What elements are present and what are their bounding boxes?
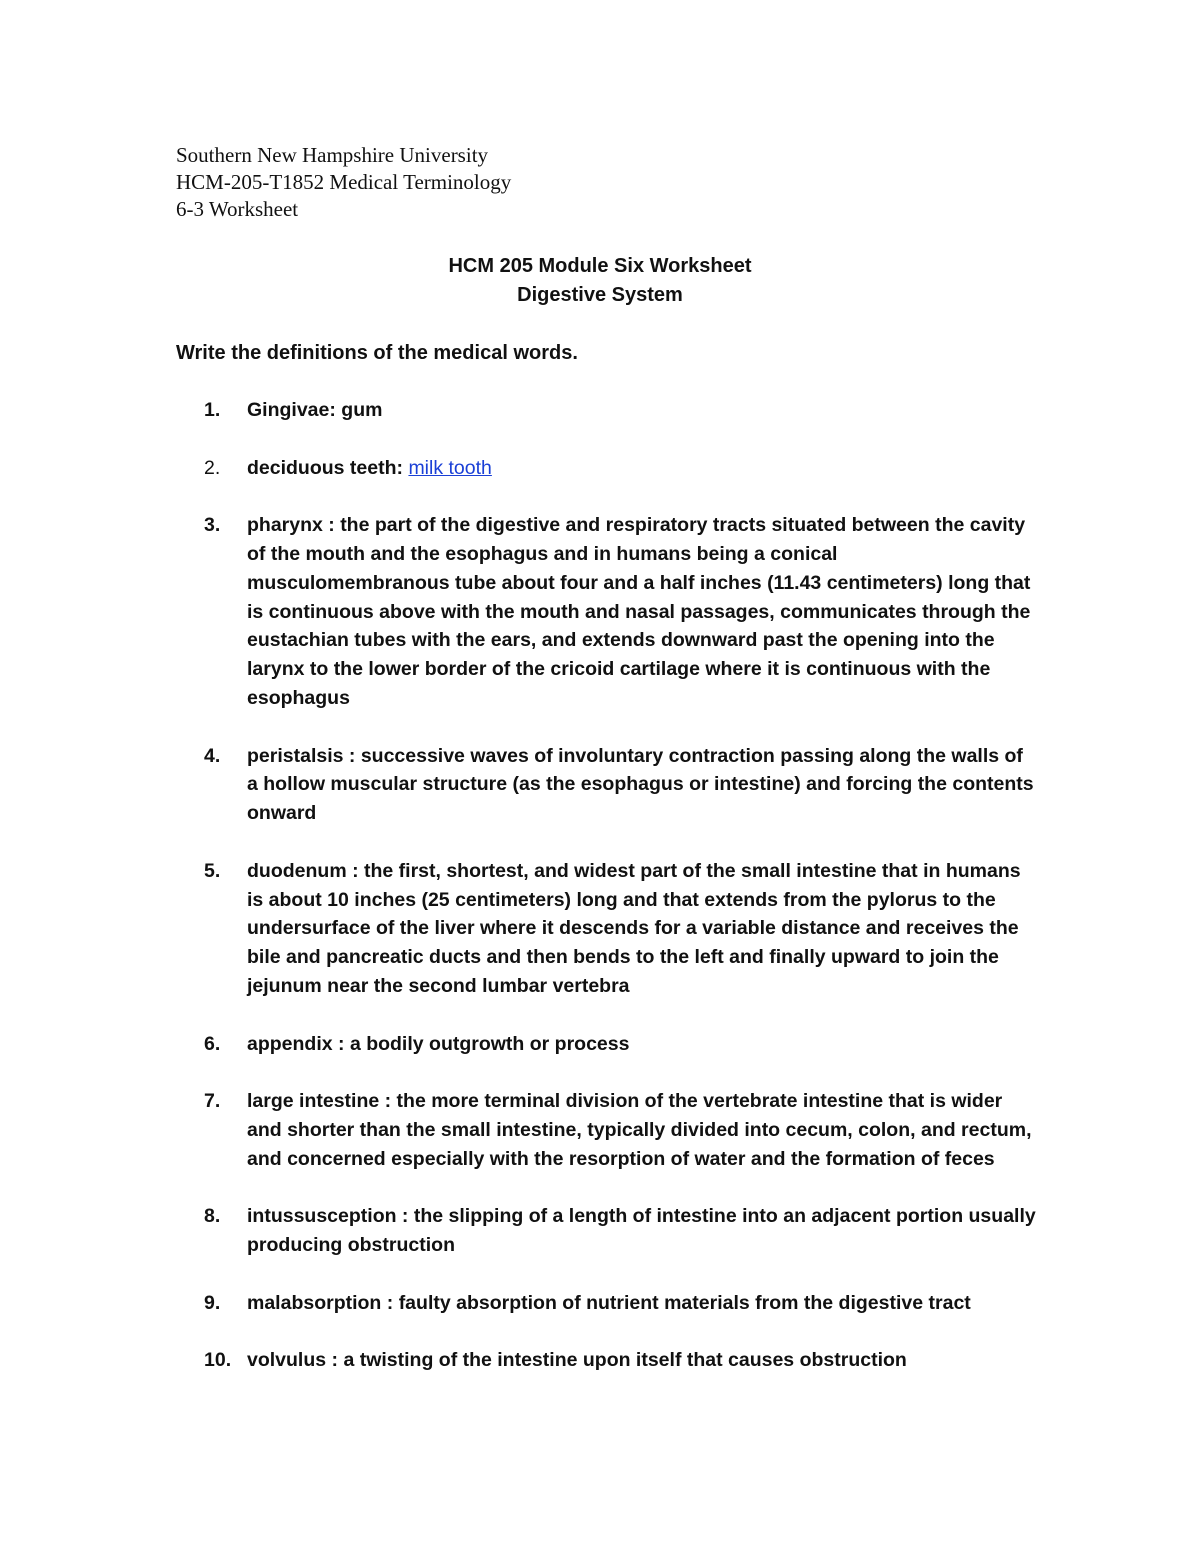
title-main: HCM 205 Module Six Worksheet xyxy=(448,255,752,277)
item-number: 2. xyxy=(204,456,221,479)
item-term: intussusception : xyxy=(247,1205,414,1228)
item-number: 7. xyxy=(204,1090,221,1113)
item-term: duodenum : xyxy=(247,859,364,882)
item-number: 10. xyxy=(204,1349,232,1372)
item-number: 8. xyxy=(204,1205,221,1228)
worksheet-label: 6-3 Worksheet xyxy=(176,197,299,221)
item-term: malabsorption : xyxy=(247,1291,399,1314)
list-item xyxy=(176,454,1036,483)
list-item xyxy=(176,1346,1036,1375)
list-item xyxy=(176,1202,1036,1260)
item-number: 6. xyxy=(204,1032,221,1055)
item-number: 3. xyxy=(204,514,221,537)
list-item xyxy=(176,857,1036,1001)
item-definition: a twisting of the intestine upon itself that causes obstruction xyxy=(343,1349,907,1372)
course-name: HCM-205-T1852 Medical Terminology xyxy=(176,170,512,194)
item-definition: successive waves of involuntary contraction passing along the walls of a hollow muscular structure (as the esophagus or intestine) and forcing the contents onward xyxy=(247,744,1034,825)
document-title xyxy=(0,252,1200,310)
university-name: Southern New Hampshire University xyxy=(176,143,489,167)
item-number: 4. xyxy=(204,744,221,767)
item-term: peristalsis : xyxy=(247,744,361,767)
item-number: 1. xyxy=(204,399,221,421)
item-definition: the more terminal division of the vertebrate intestine that is wider and shorter than the small intestine, typically divided into cecum, colon, and rectum, and concerned especially with the resorption of water and the formation of feces xyxy=(247,1090,1032,1170)
definitions-list xyxy=(176,396,1036,1404)
list-item xyxy=(176,511,1036,713)
item-term: large intestine : xyxy=(247,1090,397,1113)
item-term: volvulus : xyxy=(247,1349,344,1372)
item-term: deciduous teeth: xyxy=(247,456,409,479)
item-term: pharynx : xyxy=(247,514,341,537)
title-sub: Digestive System xyxy=(517,284,683,306)
item-definition: the first, shortest, and widest part of the small intestine that in humans is about 10 inches (25 centimeters) long and that extends from the pylorus to the undersurface of the liver where it descends for a variable distance and receives the bile and pancreatic ducts and then bends to the left and finally upward to join the jejunum near the second lumbar vertebra xyxy=(247,859,1021,997)
item-definition: gum xyxy=(341,399,383,421)
item-number: 5. xyxy=(204,859,221,882)
item-number: 9. xyxy=(204,1291,221,1314)
list-item xyxy=(176,1030,1036,1059)
item-term: Gingivae: xyxy=(247,399,342,421)
milk-tooth-link[interactable]: milk tooth xyxy=(408,456,492,479)
document-header xyxy=(176,142,511,223)
item-definition: a bodily outgrowth or process xyxy=(349,1032,630,1055)
item-term: appendix : xyxy=(247,1032,350,1055)
item-definition: faulty absorption of nutrient materials from the digestive tract xyxy=(398,1291,971,1314)
list-item xyxy=(176,396,1036,425)
instruction-text: Write the definitions of the medical words. xyxy=(176,342,578,364)
item-definition: the part of the digestive and respiratory tracts situated between the cavity of the mouth and the esophagus and in humans being a conical musculomembranous tube about four and a half inches (11.43 centimeters) long that is continuous above with the mouth and nasal passages, communicates through the eustachian tubes with the ears, and extends downward past the opening into the larynx to the lower border of the cricoid cartilage where it is continuous with the esophagus xyxy=(247,514,1031,709)
list-item xyxy=(176,1087,1036,1173)
list-item xyxy=(176,742,1036,828)
list-item xyxy=(176,1289,1036,1318)
item-definition: the slipping of a length of intestine into an adjacent portion usually producing obstruction xyxy=(247,1205,1036,1257)
